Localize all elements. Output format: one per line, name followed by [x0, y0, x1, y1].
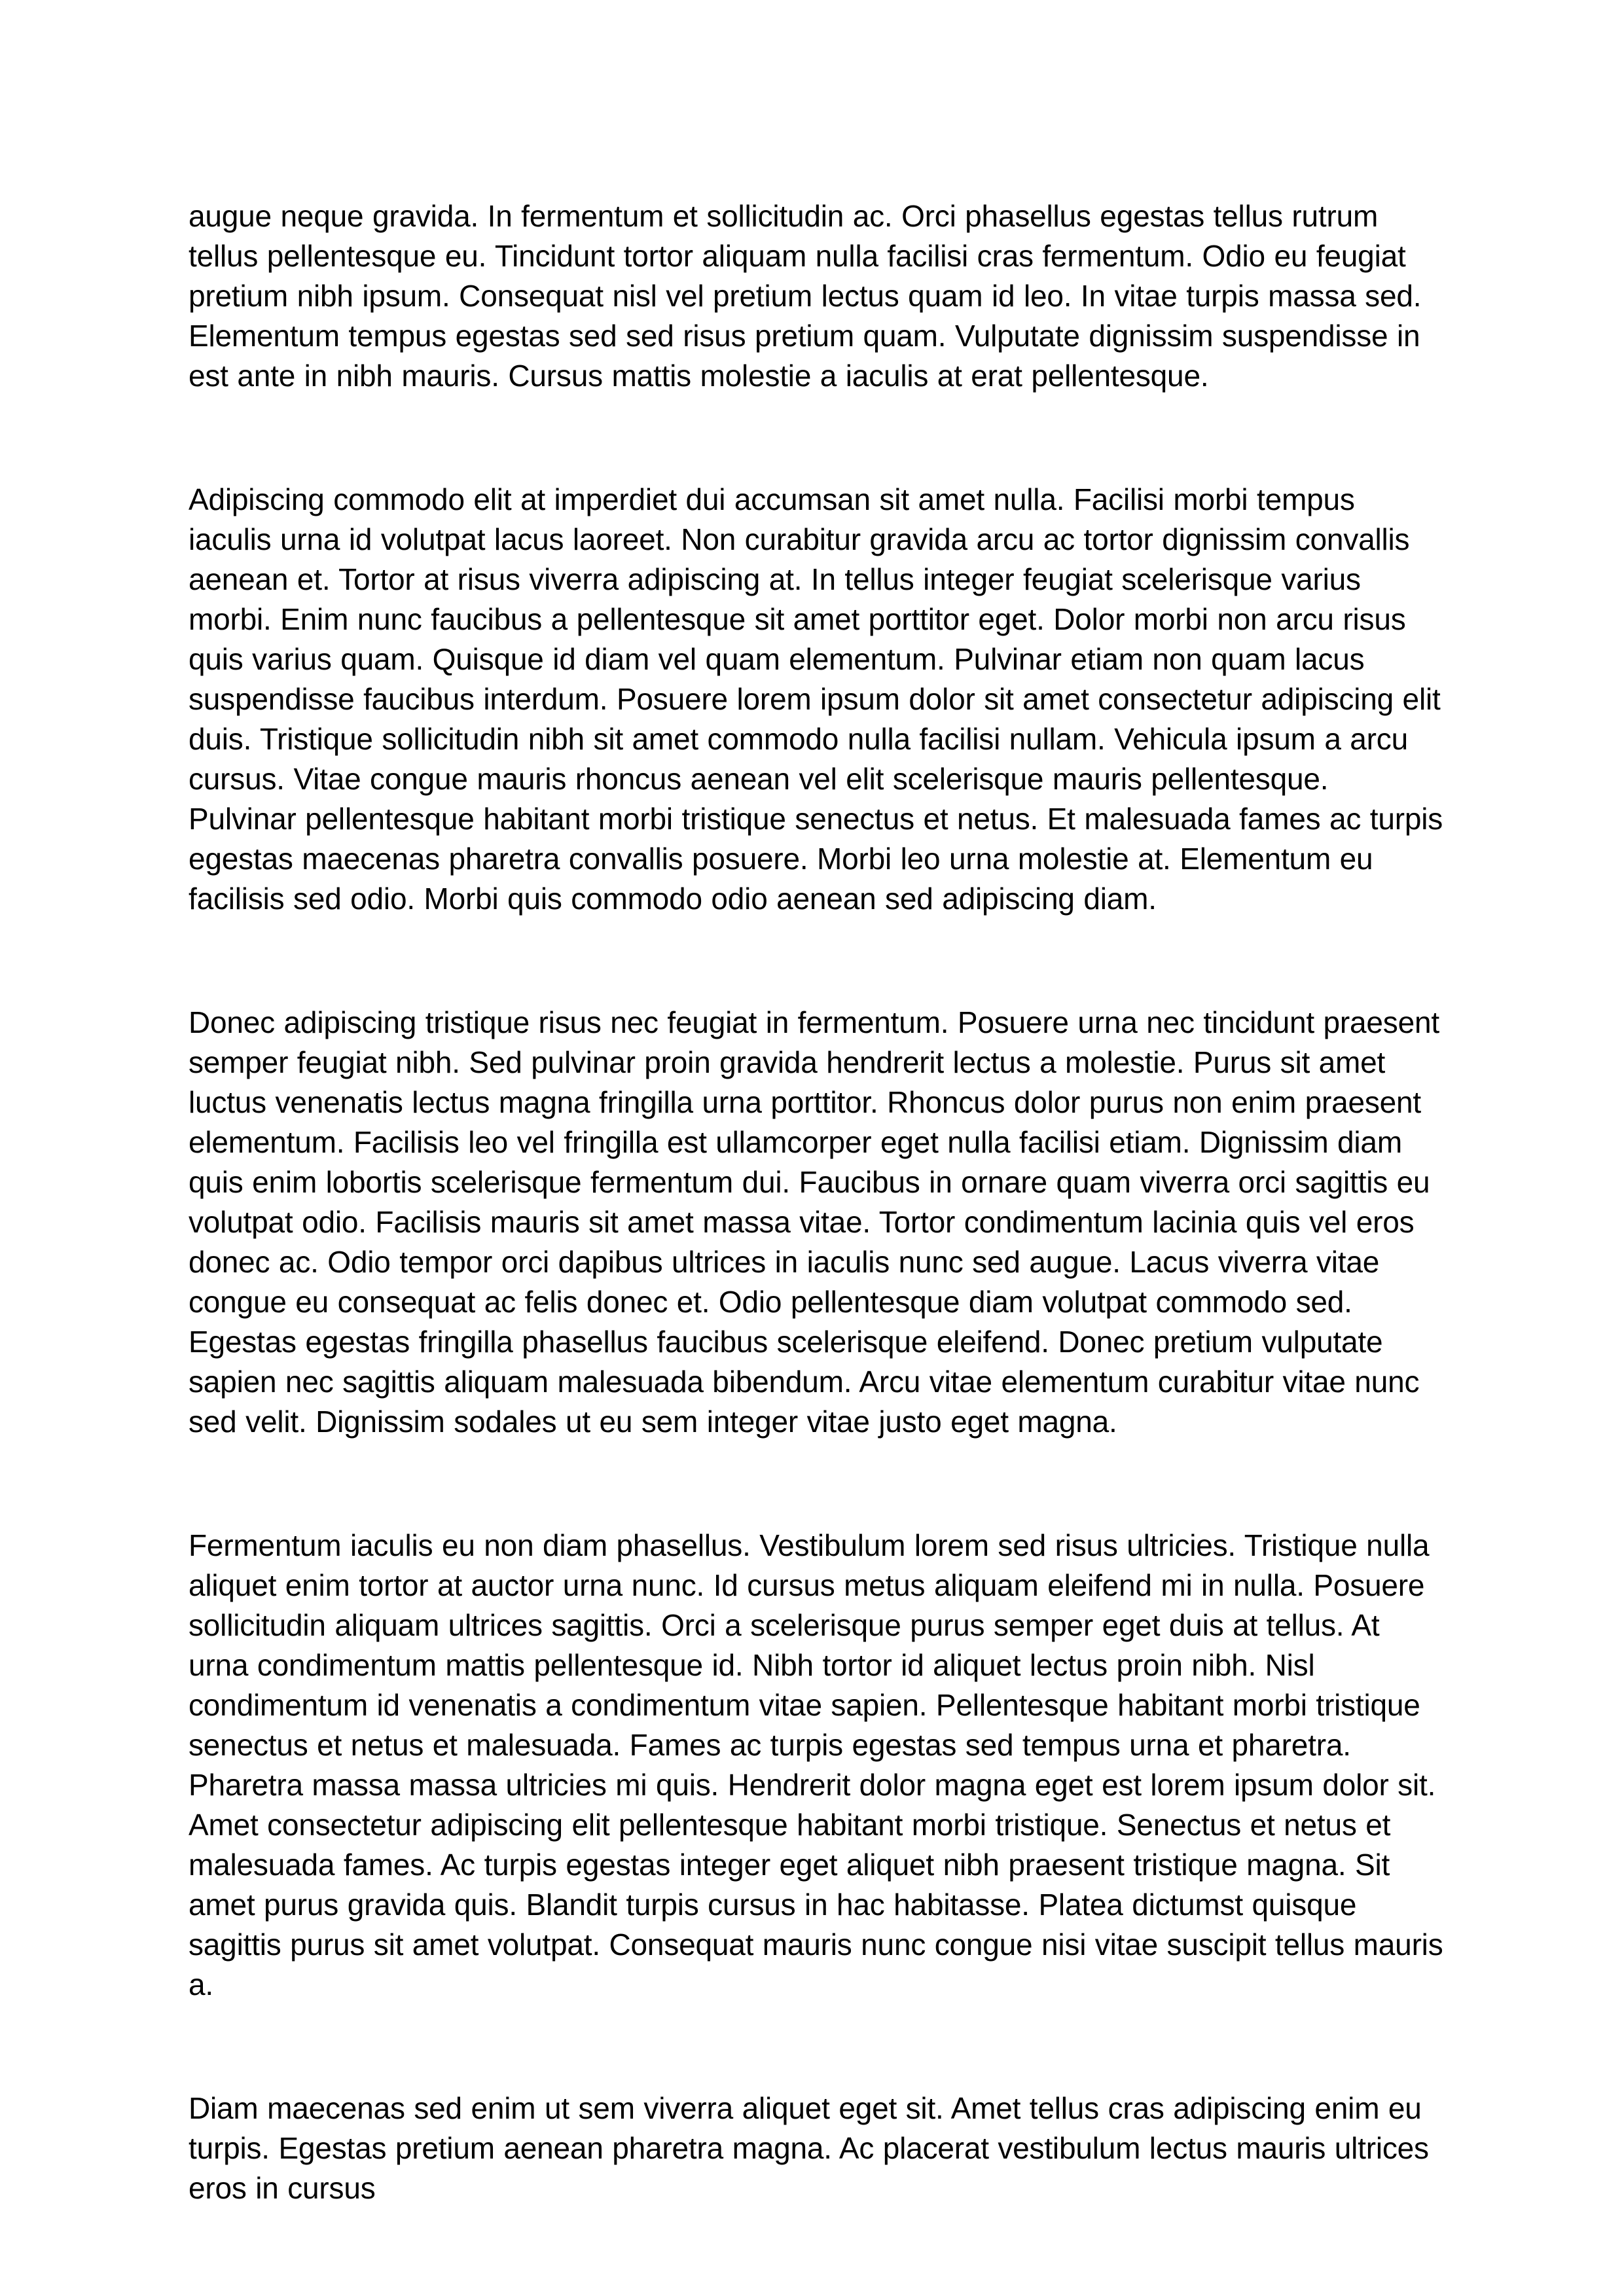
paragraph-5: Diam maecenas sed enim ut sem viverra aliquet eget sit. Amet tellus cras adipiscing enim eu turpis. Egestas pretium aenean pharetra magna. Ac placerat vestibulum lectus mauris ultrices eros in cursus: [189, 2091, 1429, 2205]
paragraph-2: Adipiscing commodo elit at imperdiet dui accumsan sit amet nulla. Facilisi morbi tempus iaculis urna id volutpat lacus laoreet. Non curabitur gravida arcu ac tortor dignissim convallis aenean et. Tortor at risus viverra adipiscing at. In tellus integer feugiat scelerisque varius morbi. Enim nunc faucibus a pellentesque sit amet porttitor eget. Dolor morbi non arcu risus quis varius quam. Quisque id diam vel quam elementum. Pulvinar etiam non quam lacus suspendisse faucibus interdum. Posuere lorem ipsum dolor sit amet consectetur adipiscing elit duis. Tristique sollicitudin nibh sit amet commodo nulla facilisi nullam. Vehicula ipsum a arcu cursus. Vitae congue mauris rhoncus aenean vel elit scelerisque mauris pellentesque. Pulvinar pellentesque habitant morbi tristique senectus et netus. Et malesuada fames ac turpis egestas maecenas pharetra convallis posuere. Morbi leo urna molestie at. Elementum eu facilisis sed odio. Morbi quis commodo odio aenean sed adipiscing diam.: [189, 482, 1443, 916]
paragraph-3: Donec adipiscing tristique risus nec feugiat in fermentum. Posuere urna nec tincidunt praesent semper feugiat nibh. Sed pulvinar proin gravida hendrerit lectus a molestie. Purus sit amet luctus venenatis lectus magna fringilla urna porttitor. Rhoncus dolor purus non enim praesent elementum. Facilisis leo vel fringilla est ullamcorper eget nulla facilisi etiam. Dignissim diam quis enim lobortis scelerisque fermentum dui. Faucibus in ornare quam viverra orci sagittis eu volutpat odio. Facilisis mauris sit amet massa vitae. Tortor condimentum lacinia quis vel eros donec ac. Odio tempor orci dapibus ultrices in iaculis nunc sed augue. Lacus viverra vitae congue eu consequat ac felis donec et. Odio pellentesque diam volutpat commodo sed. Egestas egestas fringilla phasellus faucibus scelerisque eleifend. Donec pretium vulputate sapien nec sagittis aliquam malesuada bibendum. Arcu vitae elementum curabitur vitae nunc sed velit. Dignissim sodales ut eu sem integer vitae justo eget magna.: [189, 1005, 1439, 1439]
paragraph-1: augue neque gravida. In fermentum et sollicitudin ac. Orci phasellus egestas tellus rutrum tellus pellentesque eu. Tincidunt tortor aliquam nulla facilisi cras fermentum. Odio eu feugiat pretium nibh ipsum. Consequat nisl vel pretium lectus quam id leo. In vitae turpis massa sed. Elementum tempus egestas sed sed risus pretium quam. Vulputate dignissim suspendisse in est ante in nibh mauris. Cursus mattis molestie a iaculis at erat pellentesque.: [189, 199, 1422, 393]
paragraph-4: Fermentum iaculis eu non diam phasellus. Vestibulum lorem sed risus ultricies. Tristique nulla aliquet enim tortor at auctor urna nunc. Id cursus metus aliquam eleifend mi in nulla. Posuere sollicitudin aliquam ultrices sagittis. Orci a scelerisque purus semper eget duis at tellus. At urna condimentum mattis pellentesque id. Nibh tortor id aliquet lectus proin nibh. Nisl condimentum id venenatis a condimentum vitae sapien. Pellentesque habitant morbi tristique senectus et netus et malesuada. Fames ac turpis egestas sed tempus urna et pharetra. Pharetra massa massa ultricies mi quis. Hendrerit dolor magna eget est lorem ipsum dolor sit. Amet consectetur adipiscing elit pellentesque habitant morbi tristique. Senectus et netus et malesuada fames. Ac turpis egestas integer eget aliquet nibh praesent tristique magna. Sit amet purus gravida quis. Blandit turpis cursus in hac habitasse. Platea dictumst quisque sagittis purus sit amet volutpat. Consequat mauris nunc congue nisi vitae suscipit tellus mauris a.: [189, 1528, 1443, 2001]
